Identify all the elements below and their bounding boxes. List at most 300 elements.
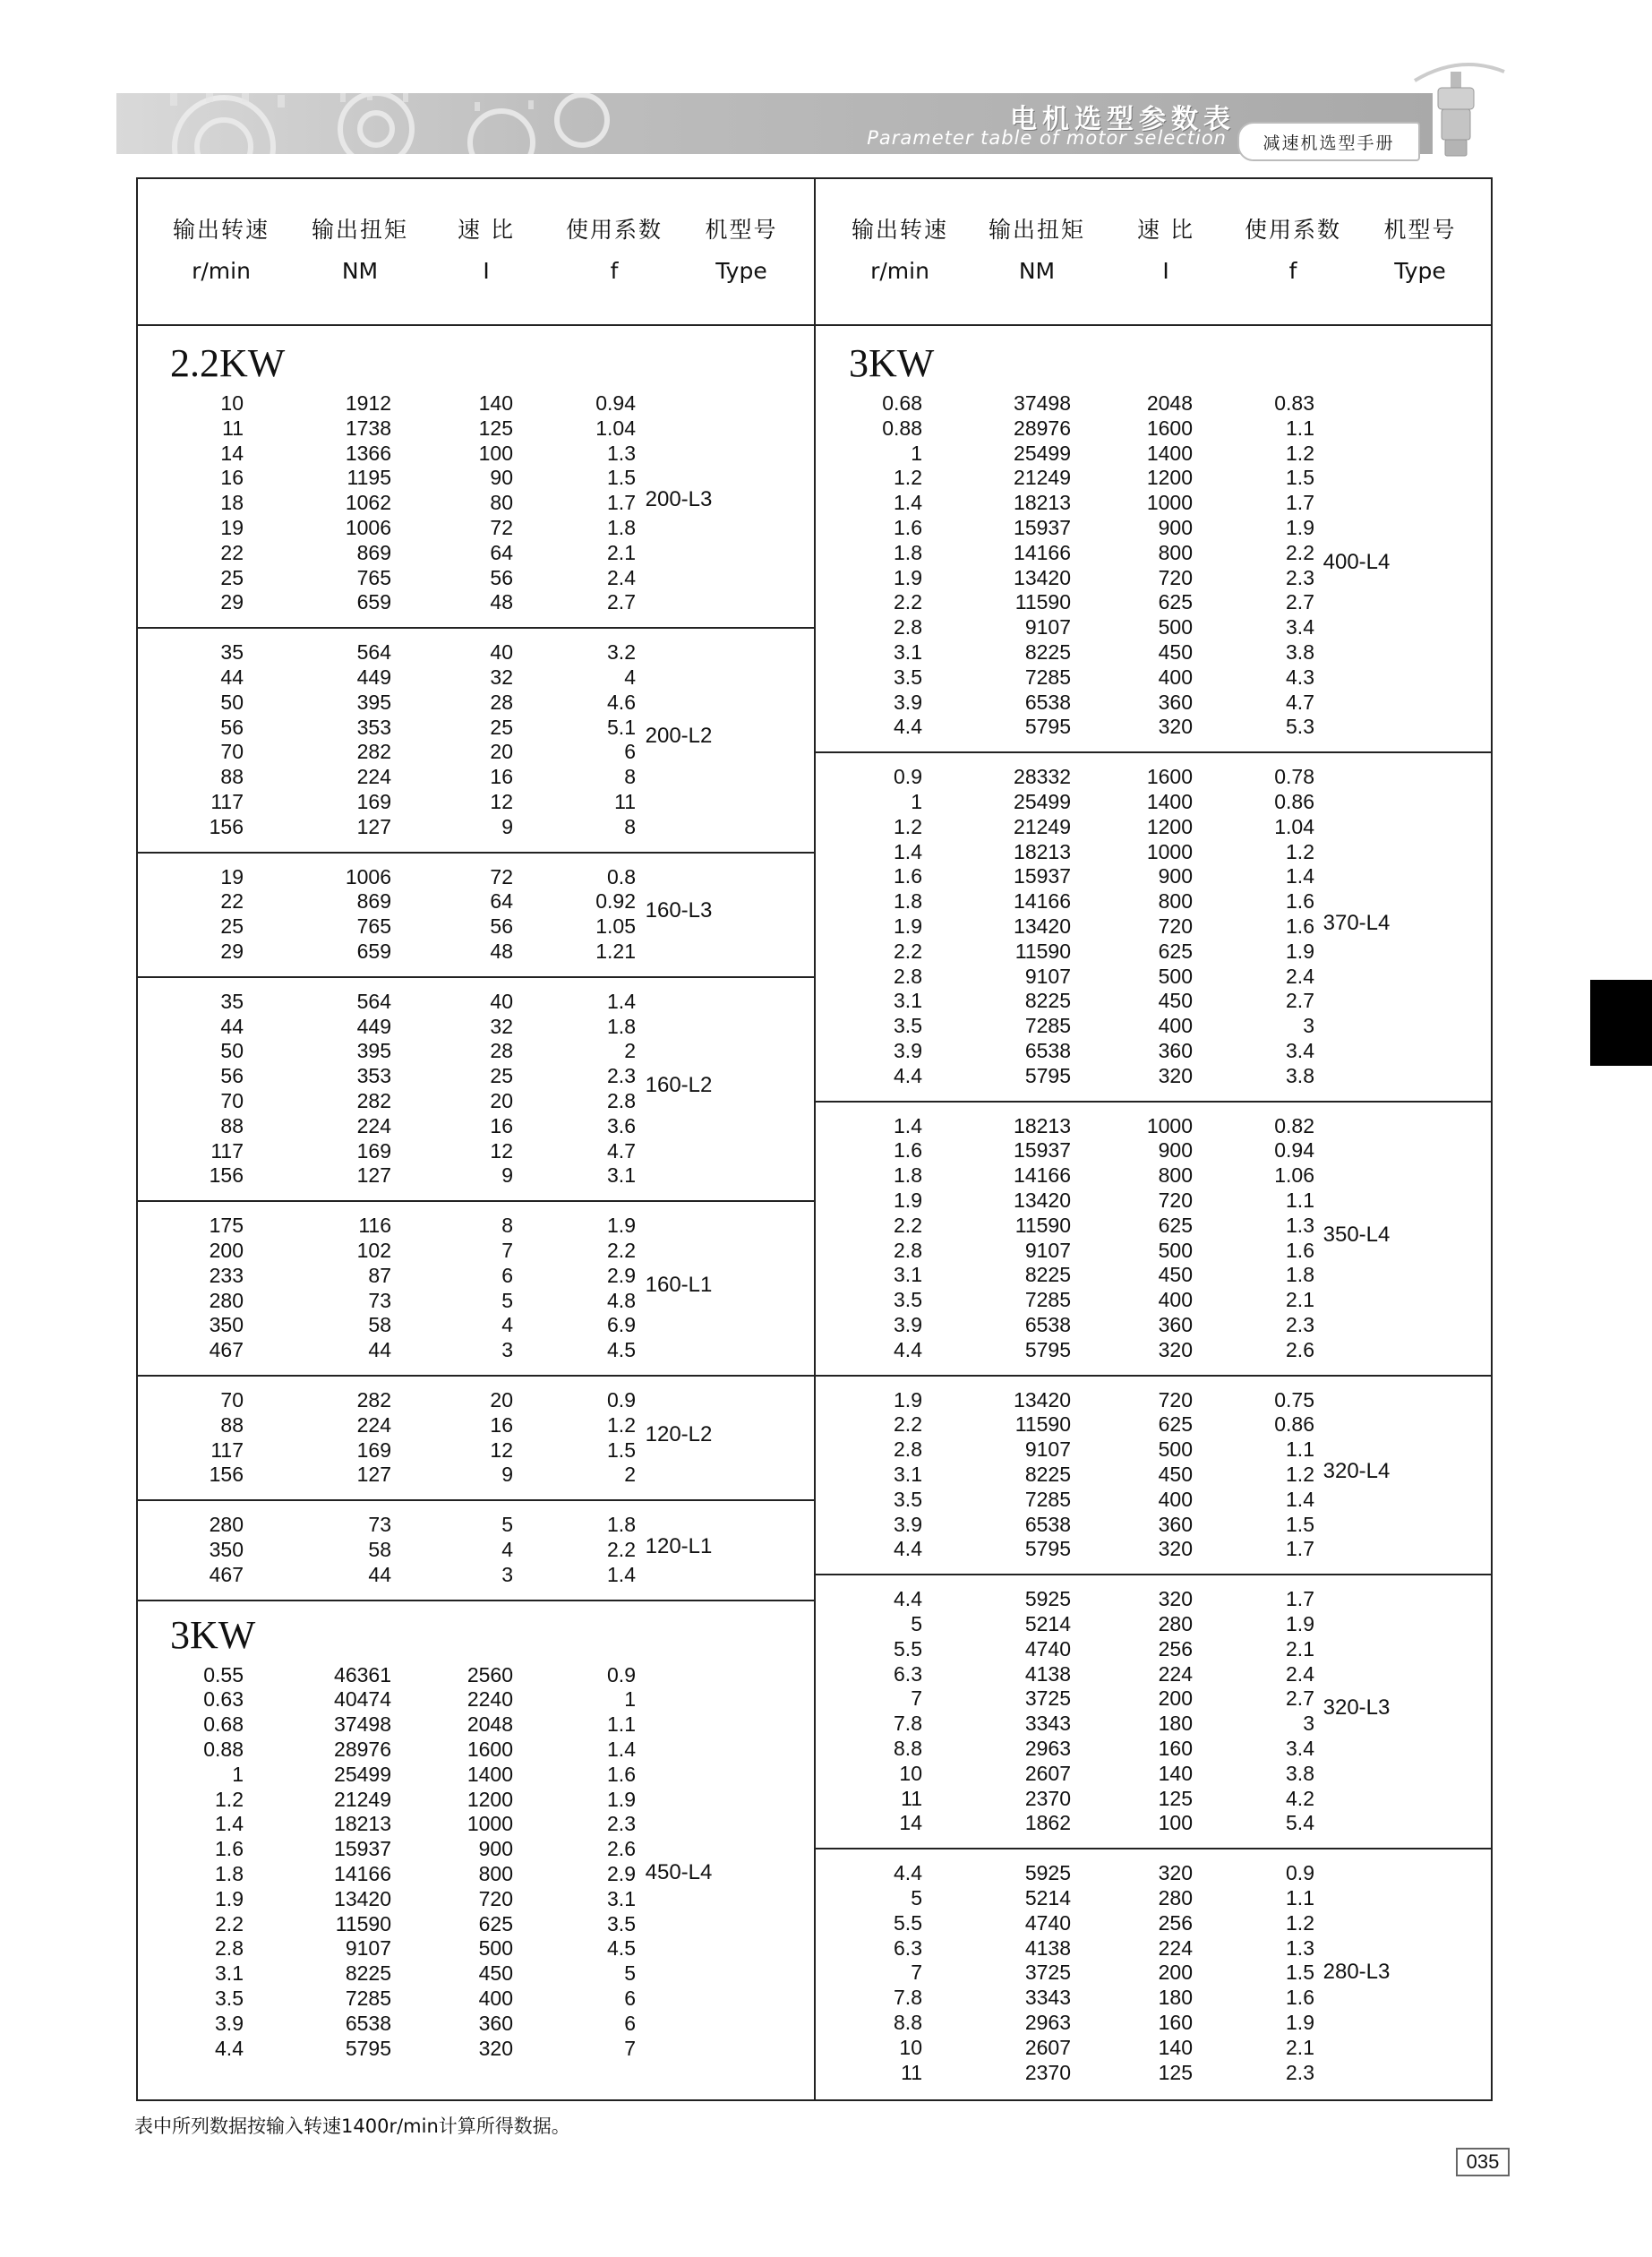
- cell-factor: 3.4: [1286, 1737, 1314, 1760]
- cell-torque: 2607: [1024, 1761, 1071, 1785]
- cell-ratio: 450: [1158, 1463, 1193, 1486]
- cell-speed: 11: [901, 2060, 922, 2084]
- cell-factor: 3.8: [1286, 1761, 1314, 1785]
- cell-speed: 1.8: [894, 1163, 922, 1188]
- cell-speed: 1: [911, 790, 922, 813]
- cell-factor: 0.82: [1274, 1113, 1314, 1137]
- cell-factor: 3: [1303, 1014, 1314, 1038]
- cell-ratio: 1400: [1146, 790, 1193, 813]
- cell-ratio: 360: [478, 2011, 513, 2035]
- cell-ratio: 80: [490, 491, 513, 515]
- cell-torque: 5795: [1024, 715, 1071, 739]
- cell-factor: 2.3: [1286, 2060, 1314, 2084]
- cell-torque: 58: [368, 1313, 391, 1337]
- cell-ratio: 450: [1158, 1263, 1193, 1287]
- cell-ratio: 320: [1158, 715, 1193, 739]
- cell-torque: 1006: [345, 864, 391, 888]
- cell-factor: 4.5: [607, 1936, 636, 1961]
- cell-torque: 5795: [1024, 1063, 1071, 1087]
- cell-factor: 5.4: [1286, 1811, 1314, 1835]
- cell-factor: 1.6: [1286, 889, 1314, 914]
- cell-speed: 10: [899, 1761, 922, 1785]
- cell-factor: 1.5: [607, 466, 636, 490]
- cell-ratio: 200: [1158, 1686, 1193, 1711]
- cell-torque: 2370: [1024, 1786, 1071, 1810]
- cell-torque: 9107: [1024, 1238, 1071, 1262]
- cell-ratio: 7: [501, 1239, 513, 1262]
- cell-ratio: 320: [478, 2036, 513, 2060]
- cell-speed: 1.2: [894, 814, 922, 838]
- cell-speed: 1.4: [894, 1113, 922, 1137]
- cell-ratio: 320: [1158, 1587, 1193, 1611]
- cell-torque: 1738: [345, 416, 391, 440]
- cell-speed: 14: [899, 1811, 922, 1835]
- cell-speed: 5.5: [894, 1910, 922, 1935]
- cell-speed: 1.9: [894, 1387, 922, 1412]
- cell-speed: 0.9: [894, 765, 922, 789]
- cell-speed: 3.9: [894, 1313, 922, 1336]
- cell-factor: 1.8: [607, 1513, 636, 1537]
- cell-speed: 233: [209, 1263, 244, 1287]
- cell-ratio: 9: [501, 1463, 513, 1487]
- model-type: 120-L2: [645, 1421, 713, 1446]
- cell-torque: 15937: [1014, 864, 1071, 888]
- cell-speed: 1.4: [215, 1812, 244, 1836]
- cell-factor: 1.8: [607, 1014, 636, 1038]
- cell-factor: 2: [624, 1463, 636, 1487]
- cell-factor: 1.1: [1286, 1886, 1314, 1909]
- cell-factor: 2.9: [607, 1263, 636, 1287]
- cell-ratio: 280: [1158, 1886, 1193, 1909]
- column-header-en: I: [483, 258, 490, 284]
- cell-ratio: 28: [490, 1039, 513, 1063]
- cell-factor: 0.83: [1274, 391, 1314, 415]
- cell-ratio: 320: [1158, 1337, 1193, 1361]
- cell-ratio: 625: [1158, 590, 1193, 614]
- cell-speed: 1.8: [894, 540, 922, 564]
- cell-torque: 14166: [334, 1862, 391, 1885]
- cell-ratio: 2048: [1146, 391, 1193, 415]
- cell-factor: 1.1: [607, 1712, 636, 1737]
- column-header: [415, 210, 558, 292]
- cell-ratio: 625: [478, 1911, 513, 1935]
- cell-factor: 1.1: [1286, 1189, 1314, 1212]
- cell-ratio: 9: [501, 1163, 513, 1188]
- cell-ratio: 48: [490, 590, 513, 614]
- cell-speed: 1.6: [215, 1837, 244, 1861]
- cell-factor: 3.5: [607, 1911, 636, 1935]
- cell-torque: 564: [356, 989, 391, 1013]
- cell-torque: 7285: [1024, 1487, 1071, 1511]
- column-header-en: Type: [715, 258, 767, 284]
- cell-factor: 2.6: [607, 1837, 636, 1861]
- cell-factor: 1.5: [607, 1437, 636, 1462]
- cell-ratio: 180: [1158, 1986, 1193, 2010]
- cell-ratio: 100: [1158, 1811, 1193, 1835]
- cell-factor: 2.3: [607, 1812, 636, 1836]
- cell-speed: 7.8: [894, 1712, 922, 1736]
- cell-torque: 18213: [1014, 1113, 1071, 1137]
- cell-ratio: 64: [490, 540, 513, 564]
- cell-factor: 5.1: [607, 715, 636, 739]
- cell-ratio: 1200: [1146, 814, 1193, 838]
- cell-speed: 44: [220, 665, 244, 689]
- cell-speed: 11: [901, 1786, 922, 1810]
- cell-torque: 11590: [1014, 590, 1071, 614]
- cell-torque: 25499: [334, 1762, 391, 1786]
- cell-ratio: 500: [1158, 1437, 1193, 1462]
- cell-torque: 13420: [1014, 1387, 1071, 1412]
- cell-factor: 4.3: [1286, 665, 1314, 689]
- cell-ratio: 16: [490, 765, 513, 789]
- cell-torque: 1062: [345, 491, 391, 515]
- column-header: [1221, 210, 1365, 292]
- model-type: 280-L3: [1322, 1959, 1391, 1984]
- cell-speed: 5.5: [894, 1636, 922, 1661]
- cell-ratio: 320: [1158, 1861, 1193, 1885]
- cell-factor: 1.1: [1286, 416, 1314, 440]
- column-header-cn: 输出转速: [172, 217, 270, 243]
- cell-speed: 156: [209, 814, 244, 838]
- cell-speed: 117: [210, 1138, 244, 1163]
- model-type: 320-L3: [1322, 1695, 1391, 1721]
- model-type: 350-L4: [1322, 1222, 1391, 1247]
- cell-ratio: 1200: [466, 1787, 513, 1811]
- column-header-cn: 机型号: [705, 217, 778, 243]
- cell-factor: 1.5: [1286, 466, 1314, 490]
- model-type: 200-L2: [645, 724, 713, 749]
- power-heading: 3KW: [849, 341, 935, 385]
- column-header: [1094, 210, 1237, 292]
- cell-torque: 14166: [1014, 1163, 1071, 1188]
- cell-factor: 2.1: [1286, 2035, 1314, 2059]
- group-separator: [136, 1375, 814, 1377]
- cell-speed: 19: [220, 864, 244, 888]
- cell-factor: 4: [624, 665, 636, 689]
- cell-speed: 29: [220, 590, 244, 614]
- cell-ratio: 48: [490, 940, 513, 963]
- column-header-en: r/min: [870, 258, 929, 284]
- model-type: 160-L3: [645, 898, 713, 923]
- cell-speed: 1.4: [894, 491, 922, 515]
- cell-torque: 1006: [345, 516, 391, 539]
- cell-factor: 1.7: [1286, 1587, 1314, 1611]
- cell-ratio: 12: [490, 1138, 513, 1163]
- column-header: [1348, 210, 1492, 292]
- column-header: [150, 210, 293, 292]
- cell-ratio: 140: [478, 391, 513, 415]
- cell-factor: 1.04: [595, 416, 636, 440]
- cell-torque: 9107: [345, 1936, 391, 1961]
- cell-speed: 56: [220, 715, 244, 739]
- cell-torque: 869: [356, 889, 391, 914]
- footnote: 表中所列数据按输入转速1400r/min计算所得数据。: [134, 2115, 570, 2137]
- cell-ratio: 9: [501, 814, 513, 838]
- cell-ratio: 2048: [466, 1712, 513, 1737]
- cell-torque: 127: [356, 1463, 391, 1487]
- cell-speed: 4.4: [894, 1337, 922, 1361]
- cell-speed: 1.8: [215, 1862, 244, 1885]
- cell-torque: 2963: [1024, 2011, 1071, 2034]
- cell-ratio: 160: [1158, 2011, 1193, 2034]
- cell-factor: 1.21: [595, 940, 636, 963]
- cell-speed: 3.1: [894, 640, 922, 664]
- cell-factor: 1.7: [607, 491, 636, 515]
- cell-factor: 6: [624, 2011, 636, 2035]
- cell-torque: 449: [356, 665, 391, 689]
- model-type: 450-L4: [645, 1859, 713, 1884]
- cell-ratio: 800: [1158, 1163, 1193, 1188]
- cell-torque: 15937: [1014, 516, 1071, 539]
- cell-ratio: 28: [490, 690, 513, 714]
- cell-speed: 2.2: [894, 1213, 922, 1237]
- cell-speed: 7: [911, 1961, 922, 1985]
- cell-ratio: 8: [501, 1214, 513, 1238]
- cell-speed: 35: [220, 989, 244, 1013]
- cell-ratio: 800: [478, 1862, 513, 1885]
- cell-ratio: 40: [490, 640, 513, 665]
- cell-torque: 1366: [345, 441, 391, 465]
- cell-torque: 353: [356, 715, 391, 739]
- cell-ratio: 360: [1158, 690, 1193, 714]
- cell-speed: 1.9: [215, 1886, 244, 1910]
- cell-torque: 5795: [345, 2036, 391, 2060]
- cell-speed: 4.4: [894, 1063, 922, 1087]
- cell-ratio: 125: [1158, 2060, 1193, 2084]
- cell-speed: 25: [220, 565, 244, 589]
- cell-speed: 7: [911, 1686, 922, 1711]
- cell-factor: 1.2: [607, 1412, 636, 1437]
- cell-speed: 3.9: [215, 2011, 244, 2035]
- cell-torque: 3725: [1024, 1961, 1071, 1985]
- cell-speed: 1.9: [894, 565, 922, 589]
- cell-speed: 2.2: [894, 1412, 922, 1437]
- cell-speed: 280: [209, 1513, 244, 1537]
- reducer-motor-icon: [1406, 54, 1513, 161]
- cell-speed: 280: [209, 1288, 244, 1312]
- handbook-tab: 减速机选型手册: [1237, 122, 1420, 161]
- cell-torque: 58: [368, 1538, 391, 1561]
- power-heading: 3KW: [170, 1612, 256, 1657]
- cell-speed: 70: [220, 1388, 244, 1412]
- cell-speed: 4.4: [215, 2036, 244, 2060]
- group-separator: [816, 751, 1493, 753]
- cell-torque: 4740: [1024, 1636, 1071, 1661]
- cell-speed: 8.8: [894, 2011, 922, 2034]
- model-type: 200-L3: [645, 487, 713, 512]
- cell-factor: 6: [624, 740, 636, 764]
- cell-factor: 0.9: [607, 1388, 636, 1412]
- column-header: [965, 210, 1108, 292]
- cell-ratio: 256: [1158, 1636, 1193, 1661]
- cell-factor: 0.8: [607, 864, 636, 888]
- cell-ratio: 16: [490, 1113, 513, 1137]
- cell-factor: 2: [624, 1039, 636, 1063]
- cell-torque: 169: [356, 1138, 391, 1163]
- model-type: 320-L4: [1322, 1458, 1391, 1483]
- cell-ratio: 20: [490, 1089, 513, 1112]
- cell-speed: 6.3: [894, 1661, 922, 1686]
- cell-ratio: 450: [1158, 640, 1193, 664]
- column-header-cn: 使用系数: [565, 217, 663, 243]
- cell-speed: 10: [899, 2035, 922, 2059]
- cell-ratio: 1400: [466, 1762, 513, 1786]
- cell-speed: 3.1: [894, 1263, 922, 1287]
- cell-ratio: 200: [1158, 1961, 1193, 1985]
- cell-speed: 18: [220, 491, 244, 515]
- cell-factor: 0.94: [595, 391, 636, 415]
- cell-torque: 14166: [1014, 540, 1071, 564]
- cell-torque: 21249: [1014, 814, 1071, 838]
- cell-ratio: 140: [1158, 1761, 1193, 1785]
- cell-speed: 22: [220, 889, 244, 914]
- cell-factor: 1.6: [1286, 1238, 1314, 1262]
- cell-speed: 0.63: [203, 1687, 244, 1712]
- cell-ratio: 12: [490, 1437, 513, 1462]
- cell-factor: 0.94: [1274, 1138, 1314, 1163]
- cell-torque: 14166: [1014, 889, 1071, 914]
- cell-torque: 4138: [1024, 1661, 1071, 1686]
- cell-torque: 21249: [334, 1787, 391, 1811]
- cell-torque: 87: [368, 1263, 391, 1287]
- cell-factor: 3.1: [607, 1886, 636, 1910]
- cell-torque: 6538: [345, 2011, 391, 2035]
- model-type: 370-L4: [1322, 910, 1391, 935]
- cell-ratio: 140: [1158, 2035, 1193, 2059]
- cell-speed: 0.55: [203, 1662, 244, 1686]
- cell-torque: 6538: [1024, 690, 1071, 714]
- cell-ratio: 1000: [466, 1812, 513, 1836]
- cell-speed: 5: [911, 1612, 922, 1635]
- cell-torque: 44: [368, 1562, 391, 1586]
- group-separator: [136, 852, 814, 854]
- cell-speed: 88: [220, 1412, 244, 1437]
- cell-ratio: 360: [1158, 1512, 1193, 1536]
- cell-speed: 1.9: [894, 914, 922, 938]
- cell-torque: 169: [356, 1437, 391, 1462]
- cell-torque: 765: [356, 914, 391, 939]
- cell-torque: 40474: [334, 1687, 391, 1712]
- cell-torque: 11590: [335, 1911, 391, 1935]
- cell-factor: 11: [614, 790, 636, 813]
- cell-ratio: 25: [490, 1064, 513, 1088]
- cell-torque: 15937: [1014, 1138, 1071, 1163]
- cell-torque: 659: [356, 940, 391, 963]
- cell-ratio: 720: [1158, 914, 1193, 938]
- cell-speed: 5: [911, 1886, 922, 1909]
- cell-factor: 1.2: [1286, 441, 1314, 465]
- cell-speed: 2.8: [894, 1238, 922, 1262]
- cell-ratio: 3: [501, 1562, 513, 1586]
- cell-torque: 116: [358, 1214, 391, 1238]
- cell-factor: 1.4: [607, 989, 636, 1013]
- cell-speed: 3.5: [894, 1487, 922, 1511]
- cell-speed: 4.4: [894, 715, 922, 739]
- cell-ratio: 450: [478, 1961, 513, 1986]
- cell-ratio: 20: [490, 1388, 513, 1412]
- cell-speed: 1.6: [894, 516, 922, 539]
- cell-speed: 3.5: [894, 1014, 922, 1038]
- cell-speed: 117: [210, 1437, 244, 1462]
- cell-speed: 11: [222, 416, 244, 440]
- cell-speed: 4.4: [894, 1537, 922, 1561]
- cell-ratio: 1400: [1146, 441, 1193, 465]
- cell-factor: 0.92: [595, 889, 636, 914]
- cell-ratio: 1000: [1146, 491, 1193, 515]
- cell-factor: 4.2: [1286, 1786, 1314, 1810]
- cell-ratio: 280: [1158, 1612, 1193, 1635]
- header-banner: [116, 93, 1433, 154]
- cell-ratio: 800: [1158, 889, 1193, 914]
- cell-factor: 1.6: [1286, 914, 1314, 938]
- cell-factor: 4.6: [607, 690, 636, 714]
- cell-ratio: 400: [1158, 665, 1193, 689]
- cell-factor: 1.7: [1286, 491, 1314, 515]
- cell-factor: 1.1: [1286, 1437, 1314, 1462]
- cell-ratio: 100: [478, 441, 513, 465]
- group-separator: [816, 1574, 1493, 1575]
- column-header-en: NM: [341, 258, 379, 284]
- cell-factor: 2.6: [1286, 1337, 1314, 1361]
- cell-factor: 7: [624, 2036, 636, 2060]
- cell-speed: 2.2: [215, 1911, 244, 1935]
- cell-factor: 2.7: [607, 590, 636, 614]
- cell-factor: 1.9: [1286, 939, 1314, 963]
- group-separator: [136, 1600, 814, 1601]
- cell-factor: 2.2: [1286, 540, 1314, 564]
- cell-torque: 25499: [1014, 790, 1071, 813]
- cell-factor: 1.8: [1286, 1263, 1314, 1287]
- header-divider: [136, 324, 1493, 326]
- cell-ratio: 500: [1158, 1238, 1193, 1262]
- cell-factor: 2.1: [1286, 1636, 1314, 1661]
- column-header-en: I: [1162, 258, 1169, 284]
- cell-speed: 1.9: [894, 1189, 922, 1212]
- cell-torque: 2607: [1024, 2035, 1071, 2059]
- cell-factor: 1.3: [607, 441, 636, 465]
- cell-factor: 1: [624, 1687, 636, 1712]
- cell-factor: 2.8: [607, 1089, 636, 1112]
- column-header: [828, 210, 972, 292]
- cell-ratio: 224: [1158, 1935, 1193, 1960]
- cell-torque: 224: [356, 1113, 391, 1137]
- cell-speed: 350: [209, 1313, 244, 1337]
- column-header-en: f: [1288, 258, 1297, 284]
- cell-factor: 0.78: [1274, 765, 1314, 789]
- cell-factor: 2.7: [1286, 1686, 1314, 1711]
- cell-speed: 88: [220, 1113, 244, 1137]
- cell-speed: 56: [220, 1064, 244, 1088]
- cell-torque: 11590: [1014, 939, 1071, 963]
- group-separator: [816, 1848, 1493, 1849]
- cell-speed: 16: [220, 466, 244, 490]
- cell-torque: 4138: [1024, 1935, 1071, 1960]
- cell-ratio: 5: [501, 1288, 513, 1312]
- cell-ratio: 500: [1158, 964, 1193, 988]
- cell-speed: 14: [220, 441, 244, 465]
- cell-speed: 0.88: [203, 1738, 244, 1761]
- cell-torque: 765: [356, 565, 391, 589]
- cell-speed: 35: [220, 640, 244, 665]
- cell-torque: 395: [356, 690, 391, 714]
- cell-speed: 3.9: [894, 1512, 922, 1536]
- cell-torque: 7285: [1024, 665, 1071, 689]
- cell-factor: 4.8: [607, 1288, 636, 1312]
- cell-factor: 2.7: [1286, 590, 1314, 614]
- cell-torque: 1195: [347, 466, 391, 490]
- cell-torque: 25499: [1014, 441, 1071, 465]
- cell-factor: 3.2: [607, 640, 636, 665]
